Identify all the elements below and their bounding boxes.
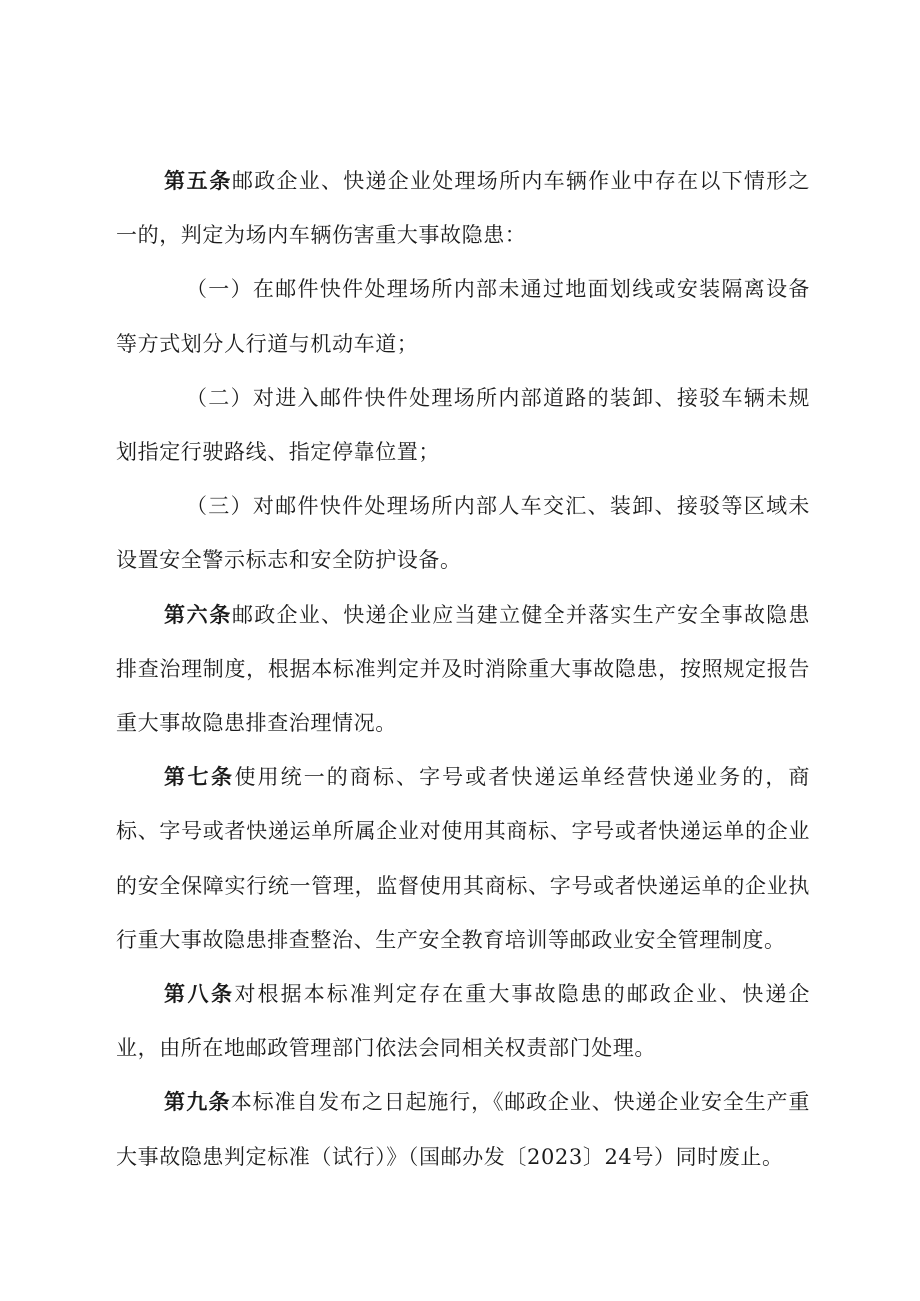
article-8-heading: 第八条 xyxy=(164,982,235,1007)
article-5-text: 邮政企业、快递企业处理场所内车辆作业中存在以下情形之一的，判定为场内车辆伤害重大事故隐患： xyxy=(116,169,811,248)
article-7-heading: 第七条 xyxy=(164,765,235,790)
article-5-item-3: （三）对邮件快件处理场所内部人车交汇、装卸、接驳等区域未设置安全警示标志和安全防护设备。 xyxy=(116,494,810,573)
article-7 xyxy=(116,750,810,967)
article-5 xyxy=(116,154,810,262)
article-8 xyxy=(116,967,810,1075)
article-9-heading: 第九条 xyxy=(164,1090,231,1115)
article-5-heading: 第五条 xyxy=(164,169,232,193)
article-6-text: 邮政企业、快递企业应当建立健全并落实生产安全事故隐患排查治理制度，根据本标准判定并及时消除重大事故隐患，按照规定报告重大事故隐患排查治理情况。 xyxy=(116,602,811,736)
document-body xyxy=(116,154,810,1184)
article-6 xyxy=(116,588,810,751)
article-7-text: 使用统一的商标、字号或者快递运单经营快递业务的，商标、字号或者快递运单所属企业对使用其商标、字号或者快递运单的企业的安全保障实行统一管理，监督使用其商标、字号或者快递运单的企业执行重大事故隐患排查整治、生产安全教育培训等邮政业安全管理制度。 xyxy=(116,765,811,952)
article-5-item-2: （二）对进入邮件快件处理场所内部道路的装卸、接驳车辆未规划指定行驶路线、指定停靠位置； xyxy=(116,385,810,465)
article-9 xyxy=(116,1075,810,1183)
article-8-text: 对根据本标准判定存在重大事故隐患的邮政企业、快递企业，由所在地邮政管理部门依法会同相关权责部门处理。 xyxy=(116,982,811,1061)
article-6-heading: 第六条 xyxy=(164,602,232,627)
article-5-item-1: （一）在邮件快件处理场所内部未通过地面划线或安装隔离设备等方式划分人行道与机动车道； xyxy=(116,277,810,356)
article-9-text: 本标准自发布之日起施行，《邮政企业、快递企业安全生产重大事故隐患判定标准（试行）》（国邮办发〔2023〕24号）同时废止。 xyxy=(116,1090,811,1169)
